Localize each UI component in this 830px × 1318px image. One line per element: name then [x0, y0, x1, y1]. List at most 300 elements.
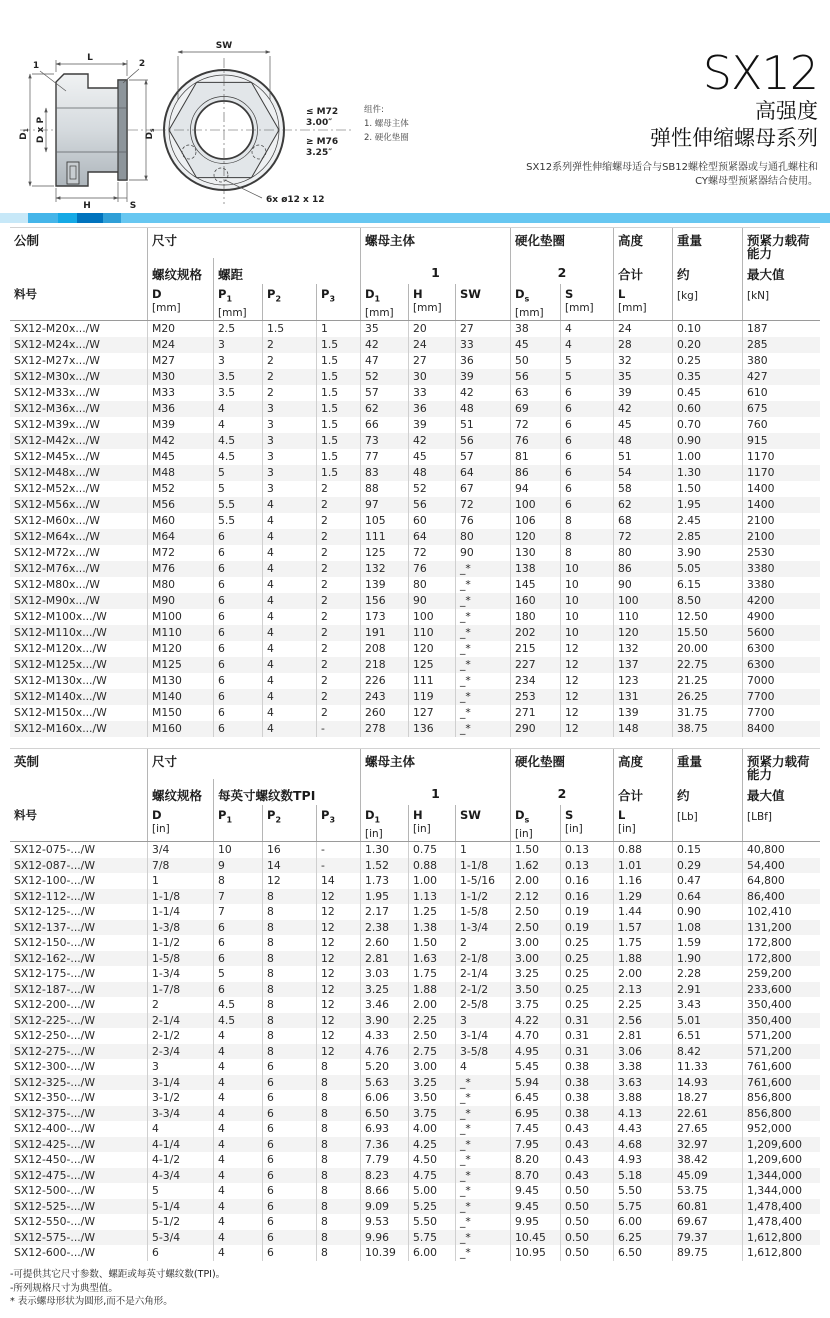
table-cell: 6 — [213, 625, 262, 641]
table-cell: 4.22 — [510, 1013, 560, 1029]
table-cell: 63 — [510, 385, 560, 401]
table-cell: 0.35 — [672, 369, 742, 385]
table-cell: 66 — [360, 417, 408, 433]
table-cell: _* — [455, 641, 510, 657]
table-cell: 2 — [316, 561, 360, 577]
table-cell: 6 — [147, 1245, 213, 1261]
table-cell: 243 — [360, 689, 408, 705]
table-cell: 6 — [262, 1121, 316, 1137]
table-cell: 0.43 — [560, 1137, 613, 1153]
table-cell: 64 — [455, 465, 510, 481]
table-row — [10, 417, 820, 433]
table-cell: 106 — [510, 513, 560, 529]
table-cell: M64 — [147, 529, 213, 545]
table-cell: 3 — [213, 353, 262, 369]
table-cell: 8 — [316, 1199, 360, 1215]
dim-label-d1: $D_1$ — [19, 128, 30, 140]
table-cell: M33 — [147, 385, 213, 401]
table-cell: 6 — [560, 417, 613, 433]
table-cell: 42 — [360, 337, 408, 353]
table-cell: _* — [455, 1168, 510, 1184]
part-number-cell: SX12-112-.../W — [14, 889, 95, 903]
table-cell: 6.00 — [408, 1245, 455, 1261]
table-cell: 2.28 — [672, 966, 742, 982]
table-cell: - — [316, 842, 360, 858]
page-title: SX12 — [702, 46, 818, 100]
table-cell: 3.75 — [408, 1106, 455, 1122]
set-screw — [67, 162, 79, 184]
table-cell: 28 — [613, 337, 672, 353]
column-sub-header: 最大值 — [742, 779, 820, 805]
table-cell: 571,200 — [742, 1044, 820, 1060]
table-cell: 136 — [408, 721, 455, 737]
table-row — [10, 1028, 820, 1044]
table-cell: 4.95 — [510, 1044, 560, 1060]
table-cell: 86 — [613, 561, 672, 577]
table-cell: 0.29 — [672, 858, 742, 874]
part-number-cell: SX12-162-.../W — [14, 951, 95, 965]
table-cell: 0.38 — [560, 1106, 613, 1122]
table-cell: 1.08 — [672, 920, 742, 936]
table-cell: 8 — [316, 1121, 360, 1137]
table-cell: 226 — [360, 673, 408, 689]
accent-bar-segment — [58, 213, 77, 223]
table-cell: 24 — [613, 321, 672, 337]
table-cell: 0.90 — [672, 433, 742, 449]
table-cell: 7.45 — [510, 1121, 560, 1137]
table-cell: 4-1/2 — [147, 1152, 213, 1168]
table-cell: 14.93 — [672, 1075, 742, 1091]
table-cell: 6 — [213, 641, 262, 657]
table-cell: 290 — [510, 721, 560, 737]
table-cell: 3.25 — [408, 1075, 455, 1091]
table-cell: 5.50 — [613, 1183, 672, 1199]
range-ge-m76: ≥ M76 — [306, 137, 339, 147]
table-cell: 12 — [316, 935, 360, 951]
column-group-header: 高度 — [613, 749, 672, 781]
table-cell: 2 — [316, 513, 360, 529]
table-cell: 2.25 — [408, 1013, 455, 1029]
column-header — [560, 805, 613, 841]
table-cell: 3.5 — [213, 369, 262, 385]
table-cell: M130 — [147, 673, 213, 689]
table-cell: 100 — [613, 593, 672, 609]
table-cell: 915 — [742, 433, 820, 449]
table-cell: M42 — [147, 433, 213, 449]
column-header — [262, 805, 316, 841]
column-header-unit: [kN] — [747, 290, 770, 302]
table-cell: 7700 — [742, 689, 820, 705]
table-cell: 4.5 — [213, 433, 262, 449]
table-cell: 173 — [360, 609, 408, 625]
table-body — [10, 842, 820, 1261]
table-cell: 4 — [262, 657, 316, 673]
table-cell: 1-3/8 — [147, 920, 213, 936]
part-number-cell: SX12-M24x.../W — [14, 338, 100, 351]
table-row — [10, 997, 820, 1013]
table-cell: 10 — [560, 625, 613, 641]
column-header-label: SW — [460, 808, 481, 822]
table-cell: 6 — [262, 1183, 316, 1199]
table-cell: 0.19 — [560, 920, 613, 936]
table-row — [10, 689, 820, 705]
table-cell: 57 — [360, 385, 408, 401]
table-cell: 35 — [360, 321, 408, 337]
column-sub-header: 约 — [672, 779, 742, 805]
table-cell: 2-1/4 — [455, 966, 510, 982]
table-cell: 0.25 — [672, 353, 742, 369]
column-header — [510, 805, 560, 841]
column-header-unit: [in] — [565, 823, 583, 835]
table-cell: 6.95 — [510, 1106, 560, 1122]
column-header — [10, 284, 147, 320]
table-cell: 1.50 — [510, 842, 560, 858]
table-cell: 9 — [213, 858, 262, 874]
table-cell: 8 — [262, 1044, 316, 1060]
table-cell: 4.93 — [613, 1152, 672, 1168]
column-header-label: $D_1$ — [365, 287, 381, 304]
table-cell: 1,209,600 — [742, 1152, 820, 1168]
table-row — [10, 1199, 820, 1215]
table-cell: 1.59 — [672, 935, 742, 951]
table-cell: 0.31 — [560, 1028, 613, 1044]
column-header-label: $P_3$ — [321, 808, 336, 825]
table-cell: 4 — [213, 1245, 262, 1261]
table-cell: 4 — [213, 1199, 262, 1215]
table-cell: 72 — [455, 497, 510, 513]
accent-bar — [0, 213, 830, 223]
table-cell: 4 — [262, 705, 316, 721]
table-cell: 12 — [560, 673, 613, 689]
table-cell: 0.16 — [560, 889, 613, 905]
table-cell: 5.63 — [360, 1075, 408, 1091]
table-cell: 1-1/2 — [147, 935, 213, 951]
table-cell: 3.00 — [510, 935, 560, 951]
table-cell: 48 — [408, 465, 455, 481]
part-number-cell: SX12-550-.../W — [14, 1215, 95, 1228]
hardened-washer-section — [118, 80, 127, 180]
table-row — [10, 842, 820, 858]
table-cell: 215 — [510, 641, 560, 657]
table-cell: 57 — [455, 449, 510, 465]
table-cell: M45 — [147, 449, 213, 465]
table-cell: 4 — [213, 1059, 262, 1075]
table-cell: 139 — [360, 577, 408, 593]
table-cell: 21.25 — [672, 673, 742, 689]
table-cell: 1.5 — [316, 353, 360, 369]
table-cell: 4 — [213, 1028, 262, 1044]
table-cell: 1170 — [742, 449, 820, 465]
table-cell: 51 — [613, 449, 672, 465]
table-row — [10, 705, 820, 721]
table-cell: 8 — [316, 1059, 360, 1075]
table-cell: 1-1/4 — [147, 904, 213, 920]
column-header-label: $D_s$ — [515, 808, 530, 825]
table-row — [10, 1075, 820, 1091]
table-cell: 3 — [455, 1013, 510, 1029]
table-cell: 1,612,800 — [742, 1245, 820, 1261]
table-cell: 102,410 — [742, 904, 820, 920]
column-sub-header: 1 — [360, 779, 510, 805]
table-cell: 0.13 — [560, 842, 613, 858]
table-cell: 139 — [613, 705, 672, 721]
table-cell: 15.50 — [672, 625, 742, 641]
table-cell: 0.43 — [560, 1168, 613, 1184]
table-cell: 4 — [262, 497, 316, 513]
table-cell: 111 — [408, 673, 455, 689]
table-cell: 131,200 — [742, 920, 820, 936]
table-cell: 2-3/4 — [147, 1044, 213, 1060]
table-row — [10, 337, 820, 353]
part-number-cell: SX12-M72x.../W — [14, 546, 100, 559]
table-cell: 6 — [213, 951, 262, 967]
table-cell: M150 — [147, 705, 213, 721]
table-cell: 105 — [360, 513, 408, 529]
table-cell: 260 — [360, 705, 408, 721]
header-sub-row — [10, 779, 820, 805]
table-cell: 1 — [455, 842, 510, 858]
table-cell: 0.15 — [672, 842, 742, 858]
dim-label-ds: $D_s$ — [145, 128, 156, 140]
table-cell: 5.20 — [360, 1059, 408, 1075]
table-row — [10, 545, 820, 561]
table-cell: 2.00 — [510, 873, 560, 889]
part-number-cell: SX12-M60x.../W — [14, 514, 100, 527]
table-cell: 6 — [560, 465, 613, 481]
column-header — [742, 284, 820, 320]
table-cell: 2.81 — [360, 951, 408, 967]
table-cell: 8 — [316, 1230, 360, 1246]
table-cell: 1 — [147, 873, 213, 889]
table-cell: 4.70 — [510, 1028, 560, 1044]
table-cell: 80 — [408, 577, 455, 593]
column-header — [455, 284, 510, 320]
table-cell: 3.25 — [360, 982, 408, 998]
table-cell: 12 — [316, 966, 360, 982]
table-cell: 5.50 — [408, 1214, 455, 1230]
table-row — [10, 433, 820, 449]
part-number-cell: SX12-M33x.../W — [14, 386, 100, 399]
table-cell: 10 — [560, 609, 613, 625]
holes-label: 6x ø12 x 12 — [266, 195, 325, 205]
table-cell: 3 — [262, 417, 316, 433]
table-cell: M90 — [147, 593, 213, 609]
part-number-cell: SX12-M140x.../W — [14, 690, 107, 703]
table-cell: M76 — [147, 561, 213, 577]
table-cell: _* — [455, 1106, 510, 1122]
table-cell: 1400 — [742, 497, 820, 513]
table-cell: 6.51 — [672, 1028, 742, 1044]
table-cell: 12 — [316, 1013, 360, 1029]
table-cell: 1.29 — [613, 889, 672, 905]
table-cell: 6 — [560, 449, 613, 465]
table-cell: 10 — [560, 561, 613, 577]
table-cell: 6 — [213, 721, 262, 737]
table-cell: 90 — [408, 593, 455, 609]
table-cell: 120 — [613, 625, 672, 641]
table-cell: 227 — [510, 657, 560, 673]
table-cell: - — [316, 721, 360, 737]
part-number-cell: SX12-325-.../W — [14, 1075, 95, 1089]
part-number-cell: SX12-087-.../W — [14, 858, 95, 872]
table-cell: M100 — [147, 609, 213, 625]
table-cell: 88 — [360, 481, 408, 497]
table-cell: 7.95 — [510, 1137, 560, 1153]
table-cell: 0.38 — [560, 1075, 613, 1091]
table-body — [10, 321, 820, 737]
table-cell: 81 — [510, 449, 560, 465]
column-header-label — [677, 805, 742, 809]
table-cell: 2 — [316, 625, 360, 641]
part-number-cell: SX12-187-.../W — [14, 982, 95, 996]
table-cell: 427 — [742, 369, 820, 385]
column-group-header: 硬化垫圈 — [510, 749, 613, 781]
table-cell: 72 — [510, 417, 560, 433]
column-header-unit: [mm] — [365, 307, 394, 320]
table-cell: 3 — [213, 337, 262, 353]
part-number-cell: SX12-600-.../W — [14, 1246, 95, 1259]
table-cell: 6 — [262, 1137, 316, 1153]
table-cell: 234 — [510, 673, 560, 689]
part-number-cell: SX12-M80x.../W — [14, 578, 100, 591]
table-cell: 4 — [213, 1183, 262, 1199]
column-header-unit: [mm] — [218, 307, 247, 320]
table-cell: 0.43 — [560, 1121, 613, 1137]
table-cell: 4.25 — [408, 1137, 455, 1153]
table-cell: _* — [455, 609, 510, 625]
table-cell: 8 — [262, 935, 316, 951]
table-cell: 3.46 — [360, 997, 408, 1013]
table-cell: 76 — [510, 433, 560, 449]
table-cell: 3 — [147, 1059, 213, 1075]
table-cell: 8 — [560, 513, 613, 529]
table-cell: 5-3/4 — [147, 1230, 213, 1246]
table-cell: 4 — [213, 401, 262, 417]
table-cell: M56 — [147, 497, 213, 513]
table-cell: 1,209,600 — [742, 1137, 820, 1153]
table-cell: 83 — [360, 465, 408, 481]
table-cell: 6 — [262, 1199, 316, 1215]
table-cell: 4 — [262, 641, 316, 657]
column-header — [613, 284, 672, 320]
table-cell: 4 — [262, 593, 316, 609]
column-sub-header: 最大值 — [742, 258, 820, 284]
table-cell: 45.09 — [672, 1168, 742, 1184]
table-cell: _* — [455, 705, 510, 721]
table-cell: 145 — [510, 577, 560, 593]
table-cell: 2.12 — [510, 889, 560, 905]
table-cell: 4-1/4 — [147, 1137, 213, 1153]
table-cell: 1,344,000 — [742, 1183, 820, 1199]
table-cell: 1.88 — [408, 982, 455, 998]
table-cell: 2100 — [742, 513, 820, 529]
table-cell: 2-5/8 — [455, 997, 510, 1013]
column-header-label: H — [413, 287, 423, 301]
table-row — [10, 529, 820, 545]
table-cell: M48 — [147, 465, 213, 481]
table-cell: 4.76 — [360, 1044, 408, 1060]
dim-label-h: H — [83, 201, 91, 210]
table-cell: 89.75 — [672, 1245, 742, 1261]
table-cell: 1.5 — [316, 369, 360, 385]
table-cell: 64 — [408, 529, 455, 545]
table-cell: 1.62 — [510, 858, 560, 874]
table-cell: 80 — [455, 529, 510, 545]
column-header-unit: [mm] — [565, 302, 594, 314]
table-cell: 0.13 — [560, 858, 613, 874]
table-cell: 22.61 — [672, 1106, 742, 1122]
table-row — [10, 982, 820, 998]
table-cell: 6 — [560, 481, 613, 497]
table-cell: 12 — [316, 904, 360, 920]
table-cell: 2-1/2 — [147, 1028, 213, 1044]
table-cell: 8 — [262, 889, 316, 905]
table-cell: 16 — [262, 842, 316, 858]
table-cell: 4 — [213, 1230, 262, 1246]
table-cell: 285 — [742, 337, 820, 353]
table-cell: 60.81 — [672, 1199, 742, 1215]
table-cell: M52 — [147, 481, 213, 497]
table-cell: 2 — [316, 593, 360, 609]
table-cell: 3.88 — [613, 1090, 672, 1106]
table-cell: 8 — [560, 545, 613, 561]
table-cell: 53.75 — [672, 1183, 742, 1199]
table-row — [10, 1168, 820, 1184]
table-cell: 5.25 — [408, 1199, 455, 1215]
column-header — [408, 805, 455, 841]
table-cell: M24 — [147, 337, 213, 353]
table-cell: 12 — [560, 657, 613, 673]
table-cell: 5.5 — [213, 513, 262, 529]
table-cell: 6 — [213, 593, 262, 609]
dim-label-l: L — [87, 53, 93, 63]
part-number-cell: SX12-M48x.../W — [14, 466, 100, 479]
column-header-unit: [mm] — [152, 302, 181, 314]
table-cell: 38.42 — [672, 1152, 742, 1168]
dim-label-sw: SW — [215, 41, 233, 51]
table-cell: 160 — [510, 593, 560, 609]
table-cell: 5 — [213, 465, 262, 481]
table-cell: 856,800 — [742, 1106, 820, 1122]
column-header — [316, 805, 360, 841]
table-row — [10, 904, 820, 920]
table-cell: 12 — [316, 982, 360, 998]
table-cell: 62 — [360, 401, 408, 417]
table-cell: 38.75 — [672, 721, 742, 737]
part-number-cell: SX12-M52x.../W — [14, 482, 100, 495]
table-cell: 47 — [360, 353, 408, 369]
table-cell: 8 — [316, 1106, 360, 1122]
range-le-m72: ≤ M72 — [306, 107, 339, 117]
table-cell: 45 — [613, 417, 672, 433]
table-cell: 32 — [613, 353, 672, 369]
table-cell: 6.00 — [613, 1214, 672, 1230]
table-cell: 54 — [613, 465, 672, 481]
table-cell: 5 — [560, 353, 613, 369]
table-cell: 2.81 — [613, 1028, 672, 1044]
table-cell: _* — [455, 1121, 510, 1137]
table-cell: 2-1/4 — [147, 1013, 213, 1029]
column-header-label: $P_1$ — [218, 287, 233, 304]
accent-bar-segment — [103, 213, 121, 223]
table-cell: 1.95 — [360, 889, 408, 905]
table-cell: 6 — [560, 497, 613, 513]
table-row — [10, 1090, 820, 1106]
table-cell: 6 — [213, 689, 262, 705]
table-cell: 156 — [360, 593, 408, 609]
table-cell: 2 — [262, 385, 316, 401]
table-cell: 0.90 — [672, 904, 742, 920]
